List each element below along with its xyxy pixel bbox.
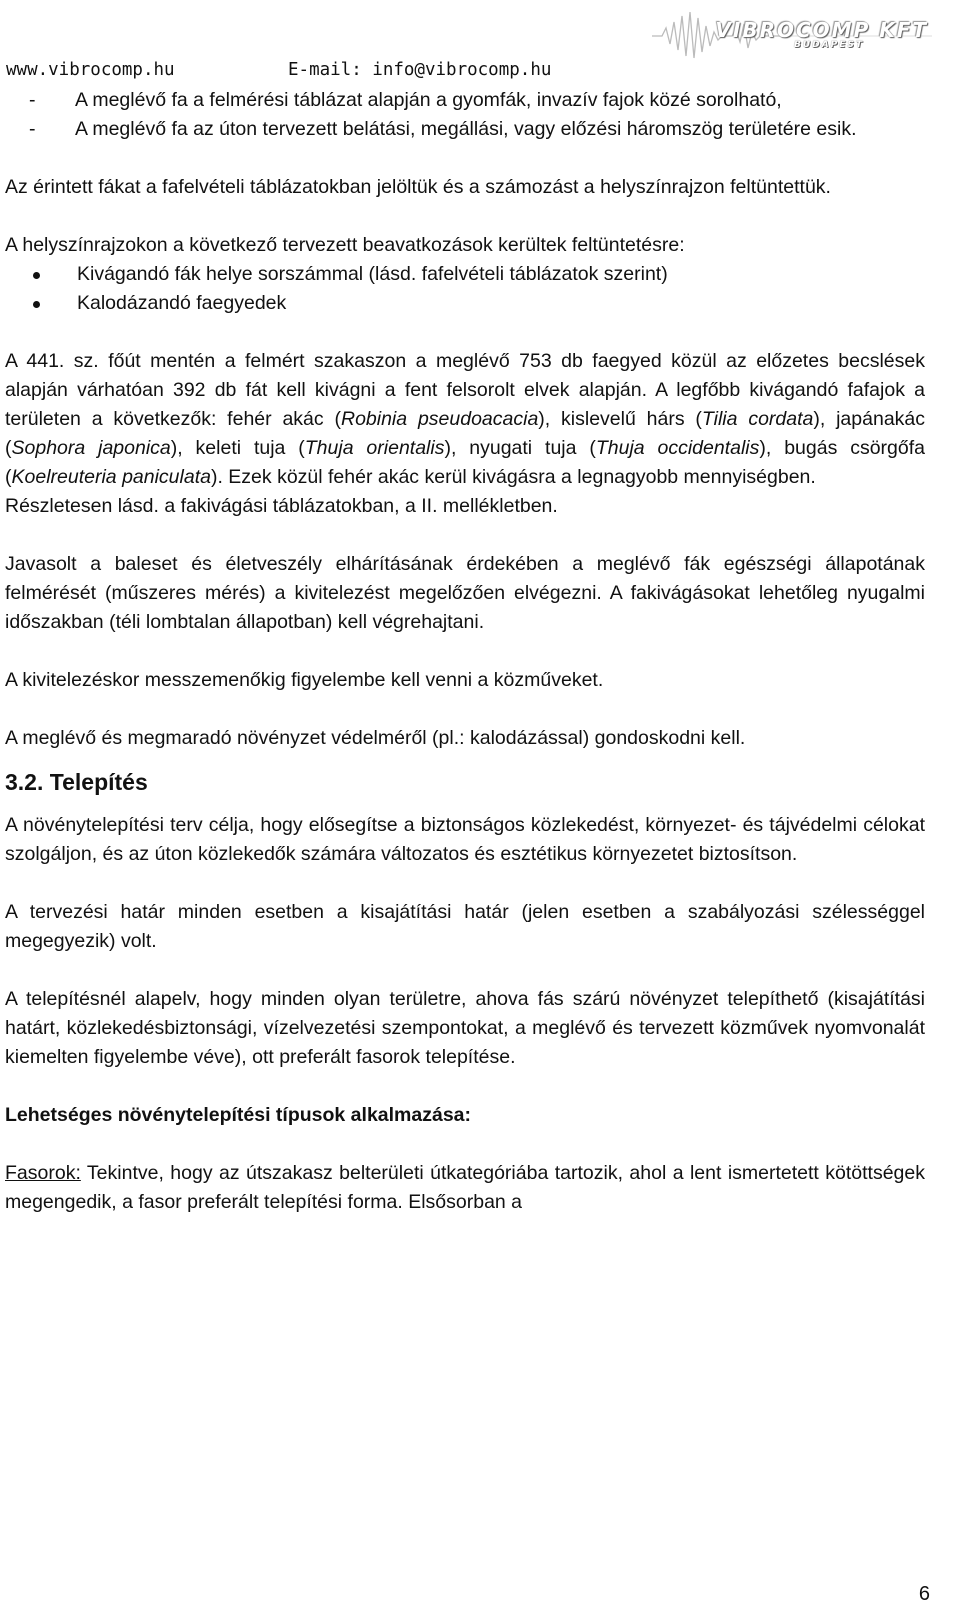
page-header — [0, 0, 960, 82]
bullet-text: Kalodázandó faegyedek — [77, 292, 287, 314]
website-link[interactable]: www.vibrocomp.hu — [6, 60, 175, 80]
paragraph: Az érintett fákat a fafelvételi táblázatokban jelöltük és a számozást a helyszínrajzon feltüntettük. — [5, 176, 831, 198]
paragraph: A helyszínrajzokon a következő tervezett beavatkozások kerültek feltüntetésre: — [5, 234, 685, 256]
paragraph: A 441. sz. főút mentén a felmért szakaszon a meglévő 753 db faegyed közül az előzetes becslések alapján várhatóan 392 db fát kell kivágni a fent felsorolt elvek alapján. A legfőbb kivágandó fafajok a területen a következők: fehér akác (Robinia pseudoacacia), kislevelű hárs (Tilia cordata), japánakác (Sophora japonica), keleti tuja (Thuja orientalis), nyugati tuja (Thuja occidentalis), bugás csörgőfa (Koelreuteria paniculata). Ezek közül fehér akác kerül kivágásra a legnagyobb mennyiségben. — [5, 350, 926, 488]
bullet-text: Kivágandó fák helye sorszámmal (lásd. fafelvételi táblázatok szerint) — [77, 263, 668, 285]
company-logo — [652, 6, 932, 64]
bullet-item — [5, 260, 925, 289]
section-heading: 3.2. Telepítés — [5, 769, 148, 795]
list-item-text: A meglévő fa a felmérési táblázat alapján a gyomfák, invazív fajok közé sorolható, — [75, 89, 782, 111]
paragraph: Részletesen lásd. a fakivágási táblázatokban, a II. mellékletben. — [5, 495, 558, 517]
logo-wordmark: VIBROCOMP KFT — [715, 18, 928, 42]
dash-marker: - — [29, 118, 36, 140]
paragraph: A tervezési határ minden esetben a kisajátítási határ (jelen esetben a szabályozási szélességgel megegyezik) volt. — [5, 901, 925, 952]
bullet-icon — [31, 260, 77, 289]
paragraph: Javasolt a baleset és életveszély elhárításának érdekében a meglévő fák egészségi állapotának felmérését (műszeres mérés) a kivitelezést megelőzően elvégezni. A fakivágásokat lehetőleg nyugalmi időszakban (téli lombtalan állapotban) kell végrehajtani. — [5, 553, 925, 633]
dash-marker: - — [29, 89, 36, 111]
bullet-item — [5, 289, 925, 318]
bullet-icon — [31, 289, 77, 318]
list-item-text: A meglévő fa az úton tervezett belátási, megállási, vagy előzési háromszög területére esik. — [75, 118, 857, 140]
fasorok-label: Fasorok: — [5, 1162, 81, 1184]
logo-city: BUDAPEST — [794, 40, 864, 50]
list-item — [5, 86, 925, 115]
paragraph: Fasorok: Tekintve, hogy az útszakasz belterületi útkategóriába tartozik, ahol a lent ismertetett kötöttségek megengedik, a fasor preferált telepítési forma. Elsősorban a — [5, 1162, 925, 1213]
email-link[interactable]: E-mail: info@vibrocomp.hu — [288, 60, 552, 80]
paragraph: A telepítésnél alapelv, hogy minden olyan területre, ahova fás szárú növényzet telepíthető (kisajátítási határt, közlekedésbiztonsági, vízelvezetési szempontokat, a meglévő és tervezett közművek nyomvonalát kiemelten figyelembe véve), ott preferált fasorok telepítése. — [5, 988, 925, 1068]
document-body — [5, 86, 925, 1217]
header-contact — [6, 60, 626, 80]
list-item — [5, 115, 925, 144]
paragraph: A kivitelezéskor messzemenőkig figyelembe kell venni a közműveket. — [5, 669, 604, 691]
paragraph: A meglévő és megmaradó növényzet védelméről (pl.: kalodázással) gondoskodni kell. — [5, 727, 746, 749]
bold-heading: Lehetséges növénytelepítési típusok alkalmazása: — [5, 1104, 472, 1126]
paragraph: A növénytelepítési terv célja, hogy elősegítse a biztonságos közlekedést, környezet- és tájvédelmi célokat szolgáljon, és az úton közlekedők számára változatos és esztétikus környezetet biztosítson. — [5, 814, 925, 865]
page-number: 6 — [918, 1583, 930, 1605]
